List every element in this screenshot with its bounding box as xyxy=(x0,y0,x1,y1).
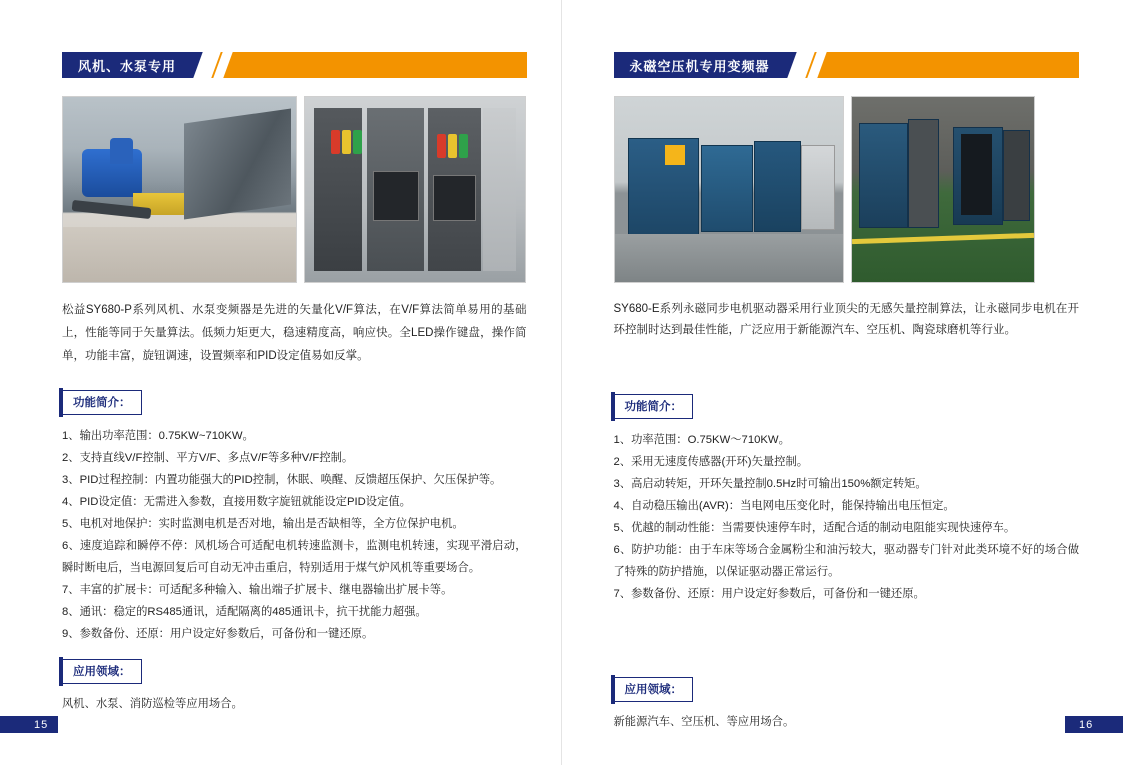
left-features-heading: 功能简介： xyxy=(62,390,142,415)
list-item: 3、PID过程控制：内置功能强大的PID控制，休眠、唤醒、反馈超压保护、欠压保护等。 xyxy=(62,474,502,487)
right-apply-text: 新能源汽车、空压机、等应用场合。 xyxy=(613,715,795,728)
left-photo-row xyxy=(62,96,527,283)
list-item: 8、通讯：稳定的RS485通讯，适配隔离的485通讯卡，抗干扰能力超强。 xyxy=(62,606,427,619)
left-page-content xyxy=(62,52,527,716)
right-page-number-value: 16 xyxy=(1079,718,1094,731)
list-item: 4、PID设定值：无需进入参数，直接用数字旋钮就能设定PID设定值。 xyxy=(62,496,411,509)
list-item: 2、采用无速度传感器(开环)矢量控制。 xyxy=(613,455,809,468)
right-section-title-bar xyxy=(614,52,1080,78)
open-cabinet-interior-shape xyxy=(961,134,992,215)
workshop-cabinet-1-shape xyxy=(859,123,908,229)
indicator-light-green xyxy=(353,130,362,154)
duct-shape xyxy=(184,108,291,219)
title-bar-orange-strip xyxy=(204,52,526,78)
title-bar-orange-strip xyxy=(798,52,1079,78)
workshop-cabinet-2-shape xyxy=(908,119,939,228)
right-features-heading: 功能简介： xyxy=(614,394,694,419)
list-item: 5、优越的制动性能：当需要快速停车时，适配合适的制动电阻能实现快速停车。 xyxy=(613,521,1016,534)
right-apply-heading: 应用领域： xyxy=(614,677,694,702)
permanent-magnet-compressor-photo xyxy=(614,96,844,283)
control-cabinets-photo xyxy=(304,96,526,283)
cabinet-4-shape xyxy=(483,108,516,271)
left-section-title-bar xyxy=(62,52,527,78)
right-features-list xyxy=(614,429,1080,605)
left-intro-paragraph: 松益SY680-P系列风机、水泵变频器是先进的矢量化V/F算法，在V/F算法简单易用的基础上，性能等同于矢量算法。低频力矩更大，稳速精度高，响应快。全LED操作键盘，操作简单，功能丰富，旋钮调速，设置频率和PID设定值易如反掌。 xyxy=(62,304,527,362)
right-photo-row xyxy=(614,96,1080,283)
list-item: 6、速度追踪和瞬停不停：风机场合可适配电机转速监测卡，监测电机转速，实现平滑启动，瞬时断电后，当电源回复后可自动无冲击重启，特别适用于煤气炉风机等重要场合。 xyxy=(62,540,527,575)
left-apply-heading: 应用领域： xyxy=(62,659,142,684)
right-intro-paragraph: SY680-E系列永磁同步电机驱动器采用行业顶尖的无感矢量控制算法，让永磁同步电机在开环控制时达到最佳性能，广泛应用于新能源汽车、空压机、陶瓷球磨机等行业。 xyxy=(613,303,1079,337)
indicator-light-yellow xyxy=(342,130,351,154)
right-section-title: 永磁空压机专用变频器 xyxy=(614,52,784,78)
list-item: 9、参数备份、还原：用户设定好参数后，可备份和一键还原。 xyxy=(62,628,374,641)
list-item: 6、防护功能：由于车床等场合金属粉尘和油污较大，驱动器专门针对此类环境不好的场合做了特殊的防护措施，以保证驱动器正常运行。 xyxy=(613,543,1079,578)
left-page-number-value: 15 xyxy=(34,718,49,731)
compressor-unit-2-shape xyxy=(701,145,753,232)
list-item: 4、自动稳压输出(AVR)：当电网电压变化时，能保持输出电压恒定。 xyxy=(613,499,955,512)
indicator-light-yellow-2 xyxy=(448,134,457,158)
workshop-cabinet-4-shape xyxy=(1003,130,1030,221)
right-page xyxy=(562,0,1123,765)
motor-top-shape xyxy=(110,138,133,164)
left-page-number xyxy=(0,716,58,733)
list-item: 2、支持直线V/F控制、平方V/F、多点V/F等多种V/F控制。 xyxy=(62,452,354,465)
list-item: 7、丰富的扩展卡：可适配多种输入、输出端子扩展卡、继电器输出扩展卡等。 xyxy=(62,584,453,597)
floor-shape xyxy=(615,234,843,282)
indicator-light-red xyxy=(331,130,340,154)
indicator-light-red-2 xyxy=(437,134,446,158)
workshop-drive-cabinet-photo xyxy=(851,96,1035,283)
concrete-base-shape xyxy=(63,227,296,283)
list-item: 1、输出功率范围：0.75KW~710KW。 xyxy=(62,430,254,442)
left-features-list xyxy=(62,425,527,645)
compressor-unit-1-shape xyxy=(628,138,698,236)
drive-panel-shape xyxy=(373,171,419,221)
fan-pump-installation-photo xyxy=(62,96,297,283)
list-item: 5、电机对地保护：实时监测电机是否对地，输出是否缺相等，全方位保护电机。 xyxy=(62,518,464,531)
right-page-content xyxy=(614,52,1080,733)
list-item: 1、功率范围：O.75KW～710KW。 xyxy=(613,433,790,446)
list-item: 7、参数备份、还原：用户设定好参数后，可备份和一键还原。 xyxy=(613,587,925,600)
compressor-unit-3-shape xyxy=(754,141,802,232)
floor-marking-line xyxy=(851,233,1033,244)
compressor-badge-shape xyxy=(665,145,686,165)
left-section-title: 风机、水泵专用 xyxy=(62,52,190,78)
right-page-number xyxy=(1065,716,1123,733)
left-apply-text: 风机、水泵、消防巡检等应用场合。 xyxy=(62,698,243,711)
drive-panel-shape-2 xyxy=(433,175,477,221)
indicator-light-green-2 xyxy=(459,134,468,158)
control-cabinet-shape xyxy=(801,145,835,230)
list-item: 3、高启动转矩，开环矢量控制0.5Hz时可输出150%额定转矩。 xyxy=(613,477,927,490)
